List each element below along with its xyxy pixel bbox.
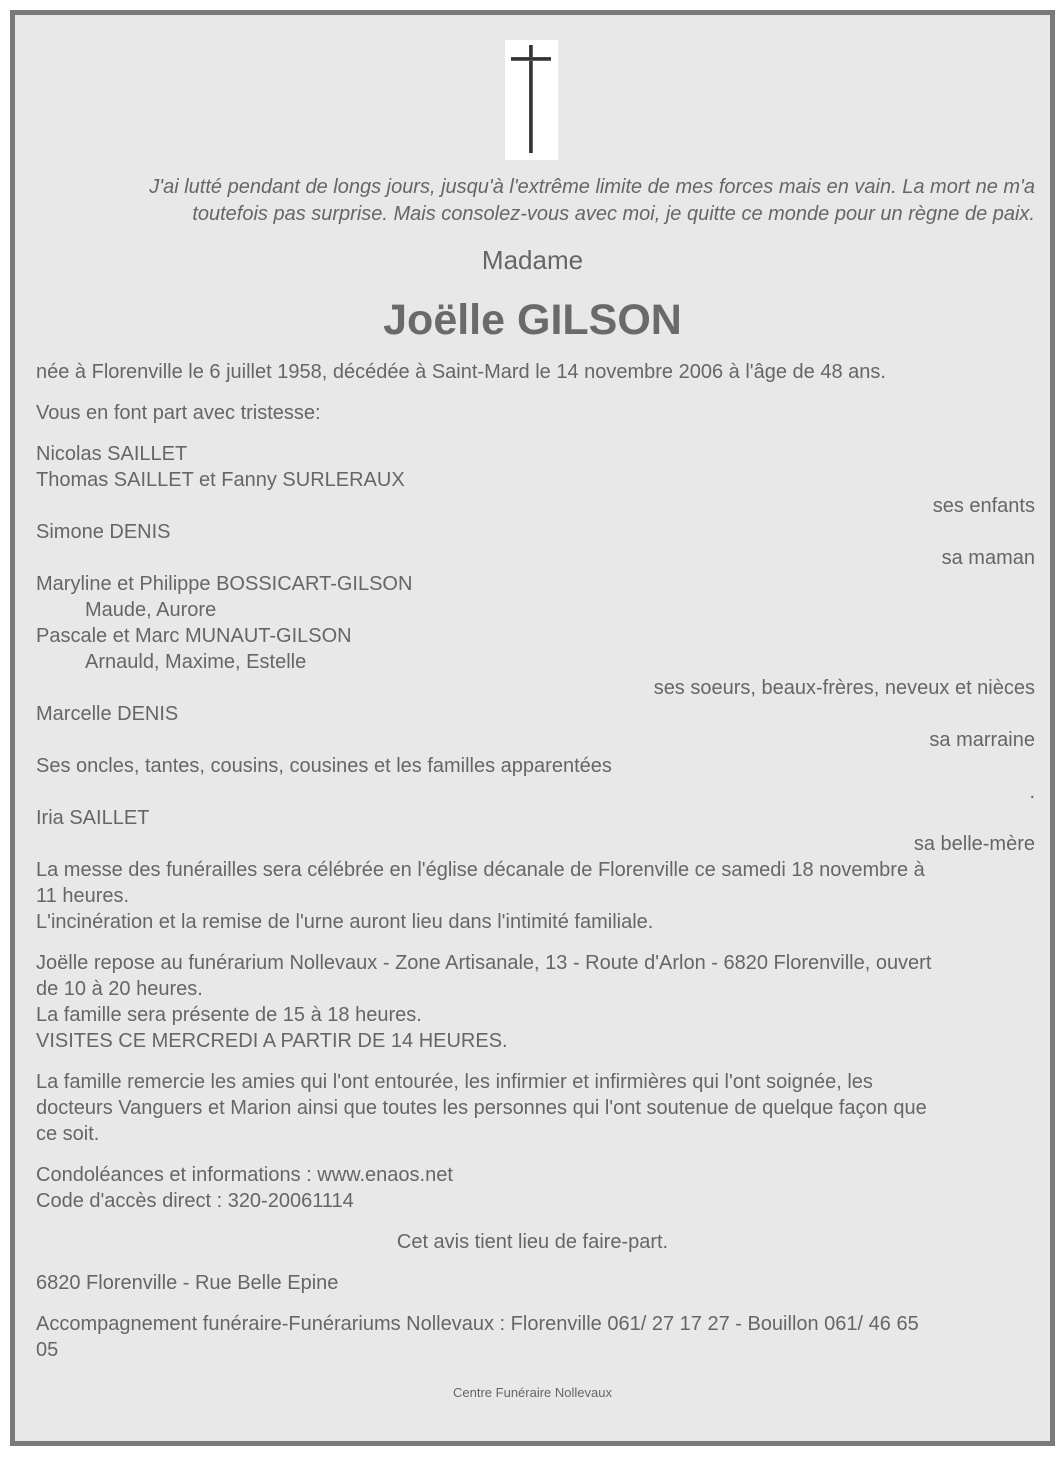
- family-member: Simone DENIS: [36, 521, 171, 543]
- relation-label: ses soeurs, beaux-frères, neveux et nièces: [653, 677, 1035, 699]
- relation-label: sa belle-mère: [913, 833, 1035, 855]
- visit-info-line: VISITES CE MERCREDI A PARTIR DE 14 HEURES.: [36, 1030, 508, 1052]
- birth-death-info: née à Florenville le 6 juillet 1958, décédée à Saint-Mard le 14 novembre 2006 à l'âge de 48 ans.: [36, 361, 886, 383]
- family-member: Ses oncles, tantes, cousins, cousines et les familles apparentées: [36, 755, 612, 777]
- funeral-service-line: 05: [36, 1339, 59, 1361]
- deceased-name: Joëlle GILSON: [383, 296, 682, 344]
- family-member: Marcelle DENIS: [36, 703, 179, 725]
- mass-info-line: La messe des funérailles sera célébrée en l'église décanale de Florenville ce samedi 18 novembre à: [36, 859, 925, 881]
- relation-label: sa marraine: [929, 729, 1035, 751]
- family-member: Maryline et Philippe BOSSICART-GILSON: [36, 573, 413, 595]
- quote-line-2: toutefois pas surprise. Mais consolez-vous avec moi, je quitte ce monde pour un règne de paix.: [192, 203, 1035, 225]
- notice-text: Cet avis tient lieu de faire-part.: [396, 1231, 669, 1253]
- mass-info-line: 11 heures.: [36, 885, 130, 907]
- announcement-intro: Vous en font part avec tristesse:: [36, 402, 321, 424]
- funeral-service-line: Accompagnement funéraire-Funérariums Nollevaux : Florenville 061/ 27 17 27 - Bouillon 061/ 46 65: [36, 1313, 919, 1335]
- relation-label: sa maman: [941, 547, 1035, 569]
- cross-horizontal-bar: [511, 57, 551, 61]
- family-member: Thomas SAILLET et Fanny SURLERAUX: [36, 469, 405, 491]
- thanks-line: docteurs Vanguers et Marion ainsi que toutes les personnes qui l'ont soutenue de quelque façon que: [36, 1097, 927, 1119]
- condolences-info: Condoléances et informations : www.enaos.net: [36, 1164, 453, 1186]
- relation-label: .: [1029, 781, 1035, 803]
- access-code: Code d'accès direct : 320-20061114: [36, 1190, 354, 1212]
- footer-credit: Centre Funéraire Nollevaux: [453, 1385, 612, 1400]
- cross-vertical-bar: [529, 45, 533, 153]
- thanks-line: ce soit.: [36, 1123, 100, 1145]
- family-member-children: Maude, Aurore: [85, 599, 217, 621]
- quote-line-1: J'ai lutté pendant de longs jours, jusqu'à l'extrême limite de mes forces mais en vain. La mort ne m'a: [149, 176, 1035, 198]
- cross-icon: [505, 40, 558, 160]
- family-member-children: Arnauld, Maxime, Estelle: [85, 651, 307, 673]
- visit-info-line: de 10 à 20 heures.: [36, 978, 203, 1000]
- cremation-info: L'incinération et la remise de l'urne auront lieu dans l'intimité familiale.: [36, 911, 654, 933]
- thanks-line: La famille remercie les amies qui l'ont entourée, les infirmier et infirmières qui l'ont soignée, les: [36, 1071, 873, 1093]
- honorific-title: Madame: [481, 245, 584, 275]
- relation-label: ses enfants: [932, 495, 1035, 517]
- family-member: Iria SAILLET: [36, 807, 150, 829]
- home-address: 6820 Florenville - Rue Belle Epine: [36, 1272, 339, 1294]
- obituary-card: [10, 10, 1055, 1446]
- visit-info-line: La famille sera présente de 15 à 18 heures.: [36, 1004, 422, 1026]
- family-member: Nicolas SAILLET: [36, 443, 188, 465]
- epitaph-quote: [36, 174, 1035, 228]
- family-member: Pascale et Marc MUNAUT-GILSON: [36, 625, 352, 647]
- visit-info-line: Joëlle repose au funérarium Nollevaux - Zone Artisanale, 13 - Route d'Arlon - 6820 Florenville, ouvert: [36, 952, 932, 974]
